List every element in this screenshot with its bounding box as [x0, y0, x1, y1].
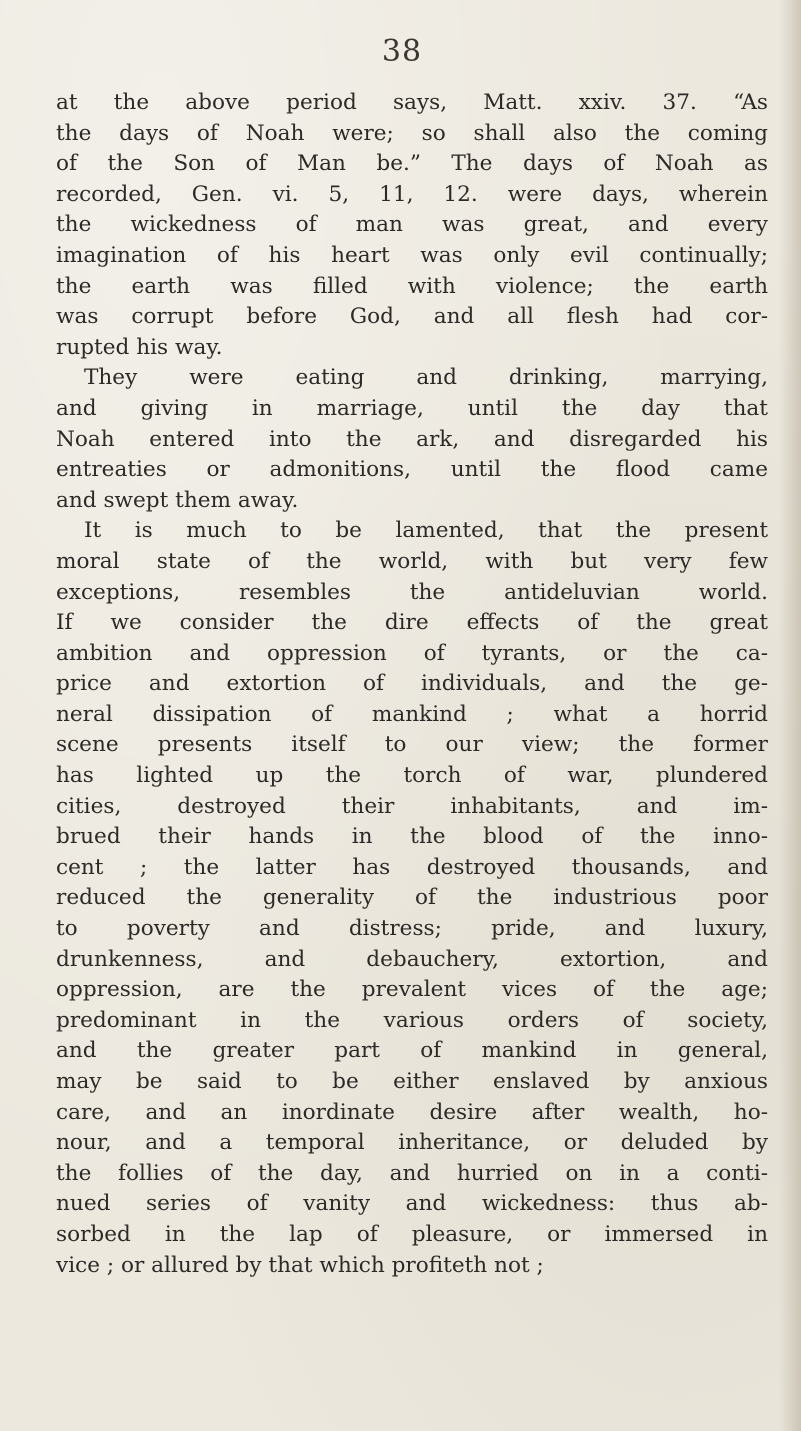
text-line: and swept them away. — [56, 487, 299, 513]
text-line: scene presents itself to our view; the former — [56, 732, 768, 758]
page-edge-shadow — [779, 0, 801, 1431]
text-line: ambition and oppression of tyrants, or the ca- — [56, 640, 768, 666]
text-line: rupted his way. — [56, 334, 223, 360]
text-line: drunkenness, and debauchery, extortion, and — [56, 946, 768, 972]
text-line: and giving in marriage, until the day that — [56, 395, 768, 421]
text-line: may be said to be either enslaved by anxious — [56, 1069, 768, 1094]
body-text — [56, 88, 768, 1281]
text-line: moral state of the world, with but very few — [56, 548, 768, 574]
text-line: at the above period says, Matt. xxiv. 37. “As — [56, 90, 768, 115]
text-line: of the Son of Man be.” The days of Noah as — [56, 151, 768, 177]
text-line: If we consider the dire effects of the great — [56, 610, 768, 636]
text-line: care, and an inordinate desire after wealth, ho- — [56, 1099, 768, 1125]
text-line: sorbed in the lap of pleasure, or immersed in — [56, 1221, 768, 1247]
text-line: vice ; or allured by that which profiteth not ; — [56, 1252, 544, 1278]
text-line: price and extortion of individuals, and the ge- — [56, 671, 768, 697]
text-line: cities, destroyed their inhabitants, and im- — [56, 793, 768, 819]
text-line: Noah entered into the ark, and disregarded his — [56, 426, 768, 452]
text-line: nued series of vanity and wickedness: thus ab- — [56, 1191, 768, 1217]
text-line: neral dissipation of mankind ; what a horrid — [56, 701, 768, 727]
text-line: imagination of his heart was only evil continually; — [56, 242, 768, 268]
text-line: brued their hands in the blood of the inno- — [56, 824, 768, 850]
text-line: the follies of the day, and hurried on in a conti- — [56, 1160, 768, 1186]
text-line: reduced the generality of the industrious poor — [56, 885, 768, 911]
text-line: to poverty and distress; pride, and luxury, — [56, 916, 768, 942]
text-line: exceptions, resembles the antideluvian world. — [56, 579, 768, 605]
text-line: was corrupt before God, and all flesh had cor- — [56, 304, 768, 330]
text-line: cent ; the latter has destroyed thousands, and — [56, 854, 768, 880]
text-line: entreaties or admonitions, until the flood came — [56, 457, 768, 483]
text-line: predominant in the various orders of society, — [56, 1007, 768, 1033]
page-number: 38 — [381, 34, 423, 69]
text-line: It is much to be lamented, that the present — [84, 518, 768, 544]
text-line: They were eating and drinking, marrying, — [84, 365, 768, 391]
text-line: oppression, are the prevalent vices of the age; — [56, 977, 768, 1003]
text-line: the earth was filled with violence; the earth — [56, 273, 768, 299]
text-line: recorded, Gen. vi. 5, 11, 12. were days, wherein — [56, 181, 768, 207]
text-line: the days of Noah were; so shall also the coming — [56, 120, 768, 146]
text-line: the wickedness of man was great, and every — [56, 212, 768, 238]
text-line: nour, and a temporal inheritance, or deluded by — [56, 1130, 768, 1156]
text-line: and the greater part of mankind in general, — [56, 1038, 768, 1064]
text-line: has lighted up the torch of war, plundered — [56, 763, 768, 789]
